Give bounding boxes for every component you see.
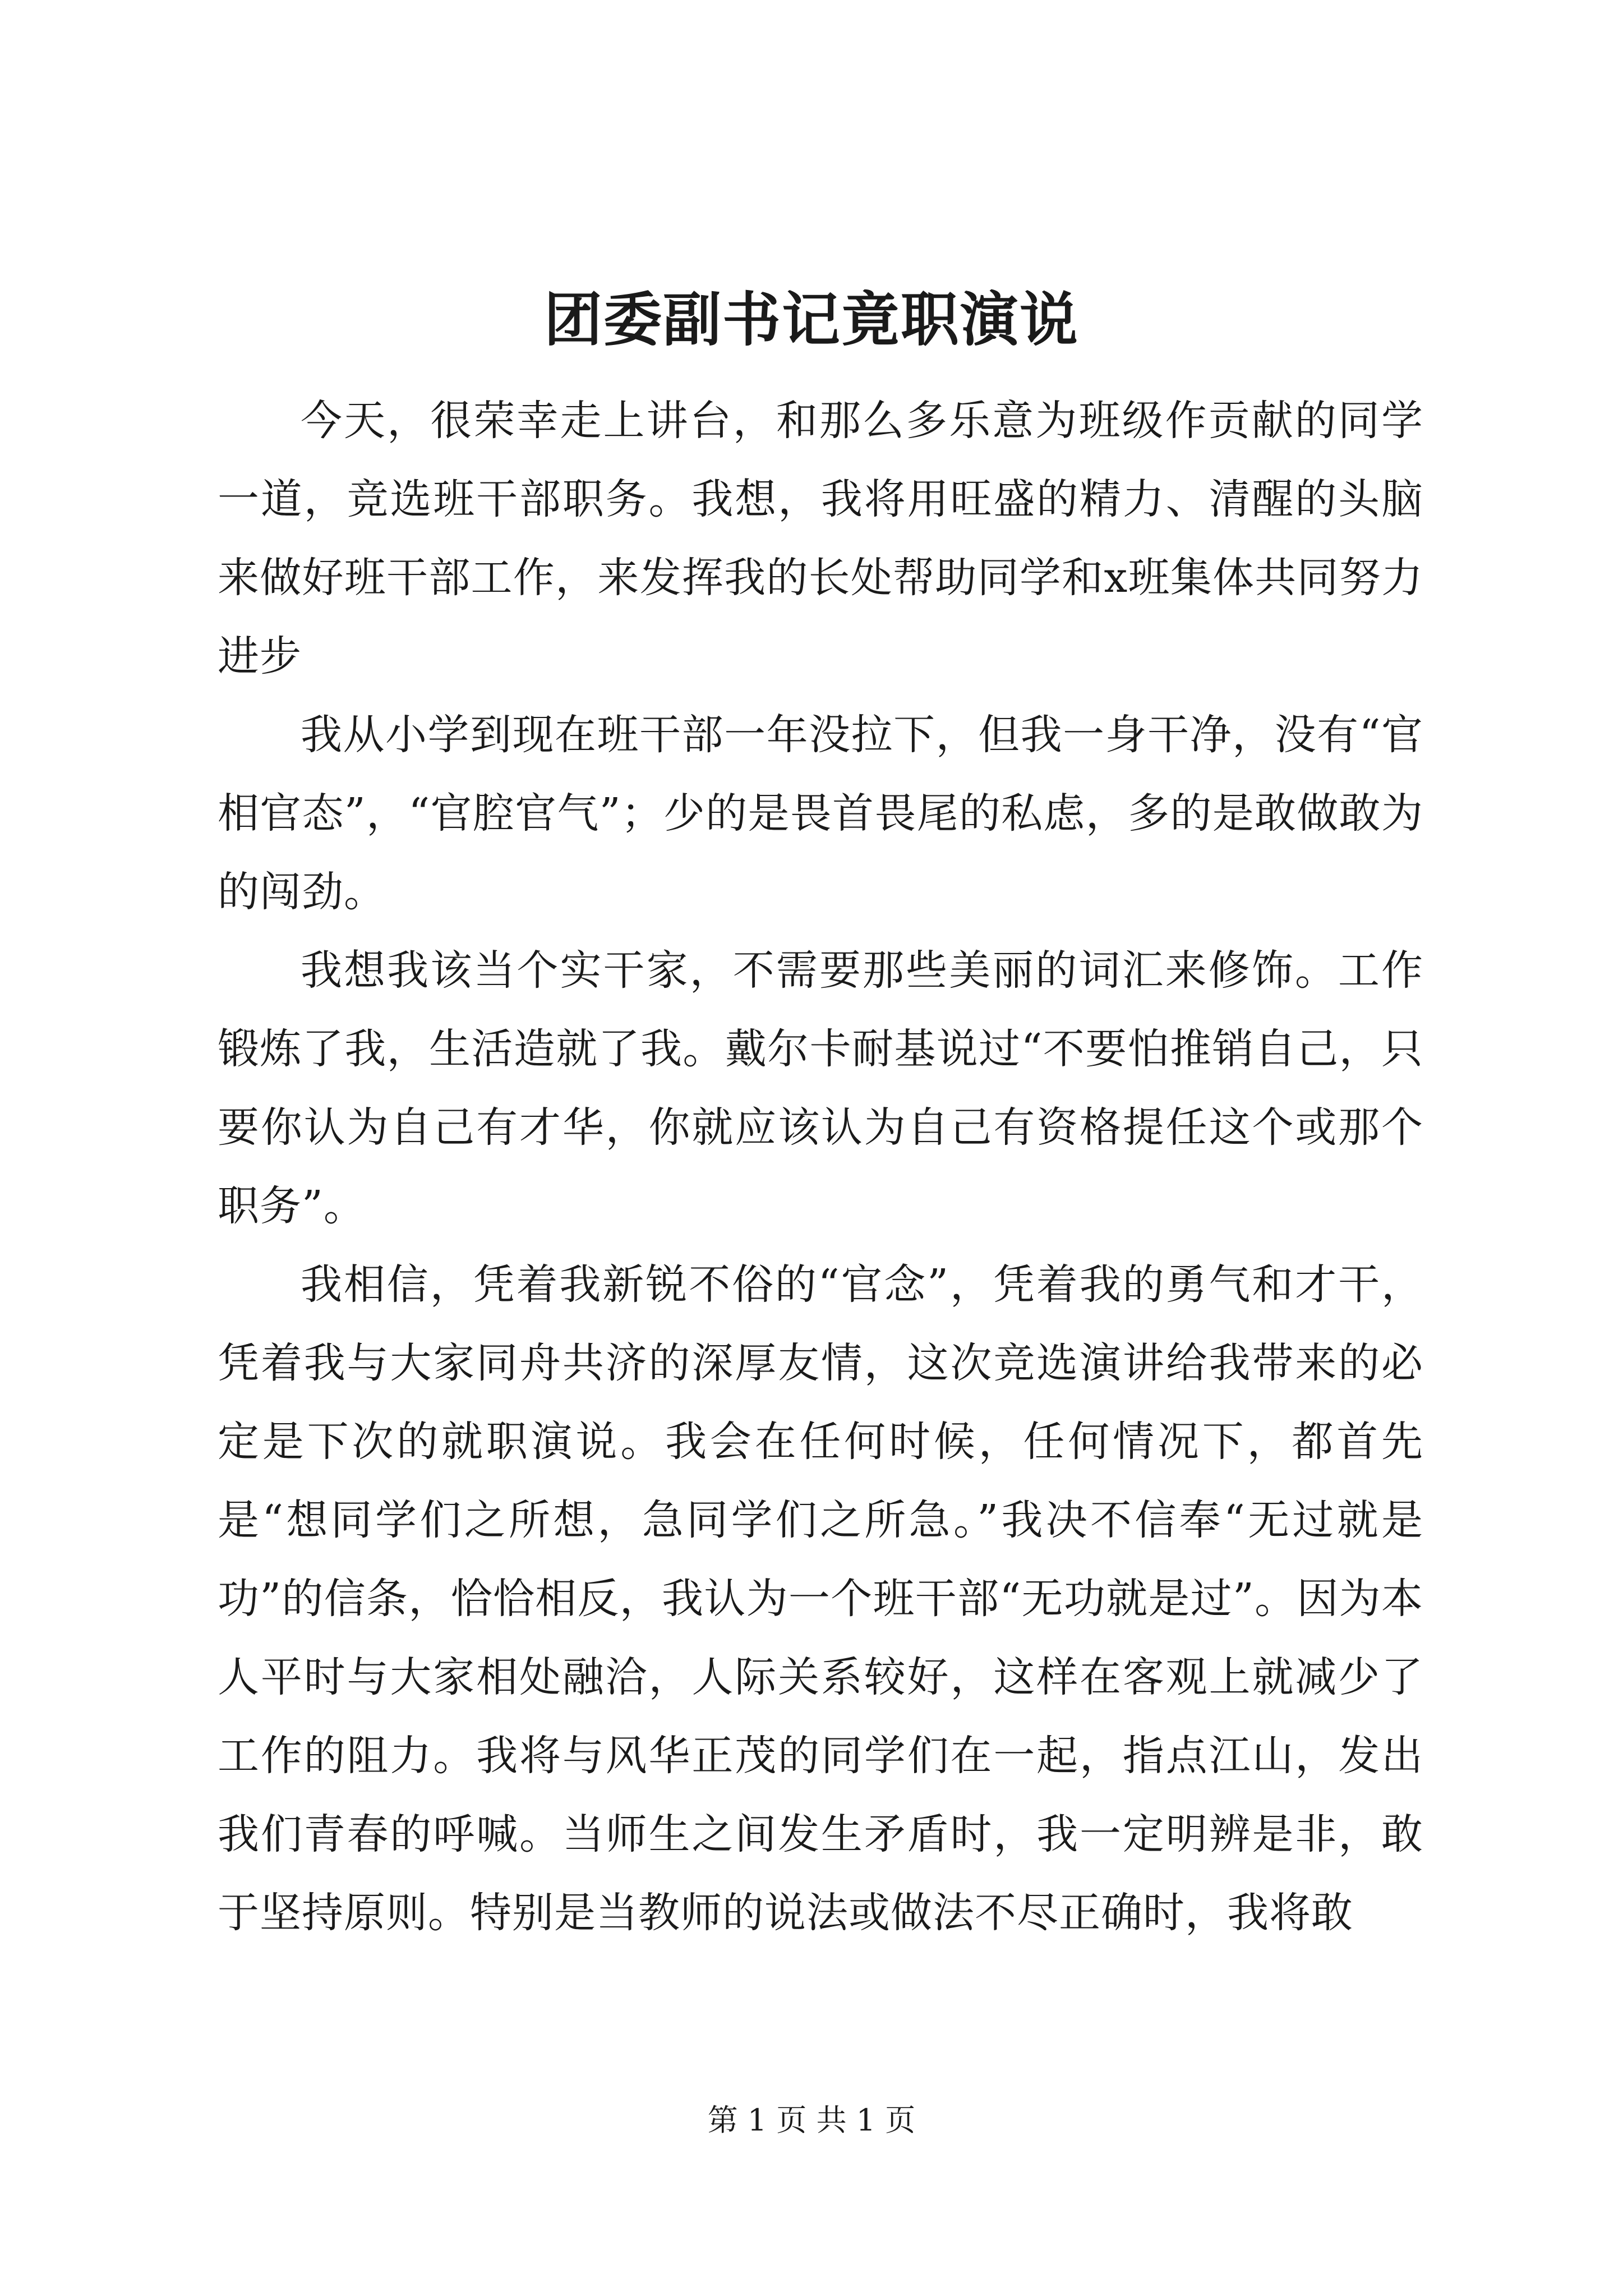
paragraph-4: 我相信，凭着我新锐不俗的“官念”，凭着我的勇气和才干，凭着我与大家同舟共济的深厚友情，这次竞选演讲给我带来的必定是下次的就职演说。我会在任何时候，任何情况下，都首先是“想同学们之所想，急同学们之所急。”我决不信奉“无过就是功”的信条，恰恰相反，我认为一个班干部“无功就是过”。因为本人平时与大家相处融洽，人际关系较好，这样在客观上就减少了工作的阻力。我将与风华正茂的同学们在一起，指点江山，发出我们青春的呼喊。当师生之间发生矛盾时，我一定明辨是非，敢于坚持原则。特别是当教师的说法或做法不尽正确时，我将敢 xyxy=(218,1260,1423,1937)
paragraph-3: 我想我该当个实干家，不需要那些美丽的词汇来修饰。工作锻炼了我，生活造就了我。戴尔卡耐基说过“不要怕推销自己，只要你认为自己有才华，你就应该认为自己有资格提任这个或那个职务”。 xyxy=(218,946,1423,1230)
document-title: 团委副书记竟职演说 xyxy=(543,285,1079,354)
paragraph-1: 今天，很荣幸走上讲台，和那么多乐意为班级作贡献的同学一道，竞选班干部职务。我想，我将用旺盛的精力、清醒的头脑来做好班干部工作，来发挥我的长处帮助同学和x班集体共同努力进步 xyxy=(218,397,1423,680)
paragraph-2: 我从小学到现在班干部一年没拉下，但我一身干净，没有“官相官态”，“官腔官气”；少的是畏首畏尾的私虑，多的是敢做敢为的闯劲。 xyxy=(218,711,1423,916)
document-body xyxy=(218,381,1423,1952)
page-number-footer: 第 1 页 共 1 页 xyxy=(707,2102,916,2138)
